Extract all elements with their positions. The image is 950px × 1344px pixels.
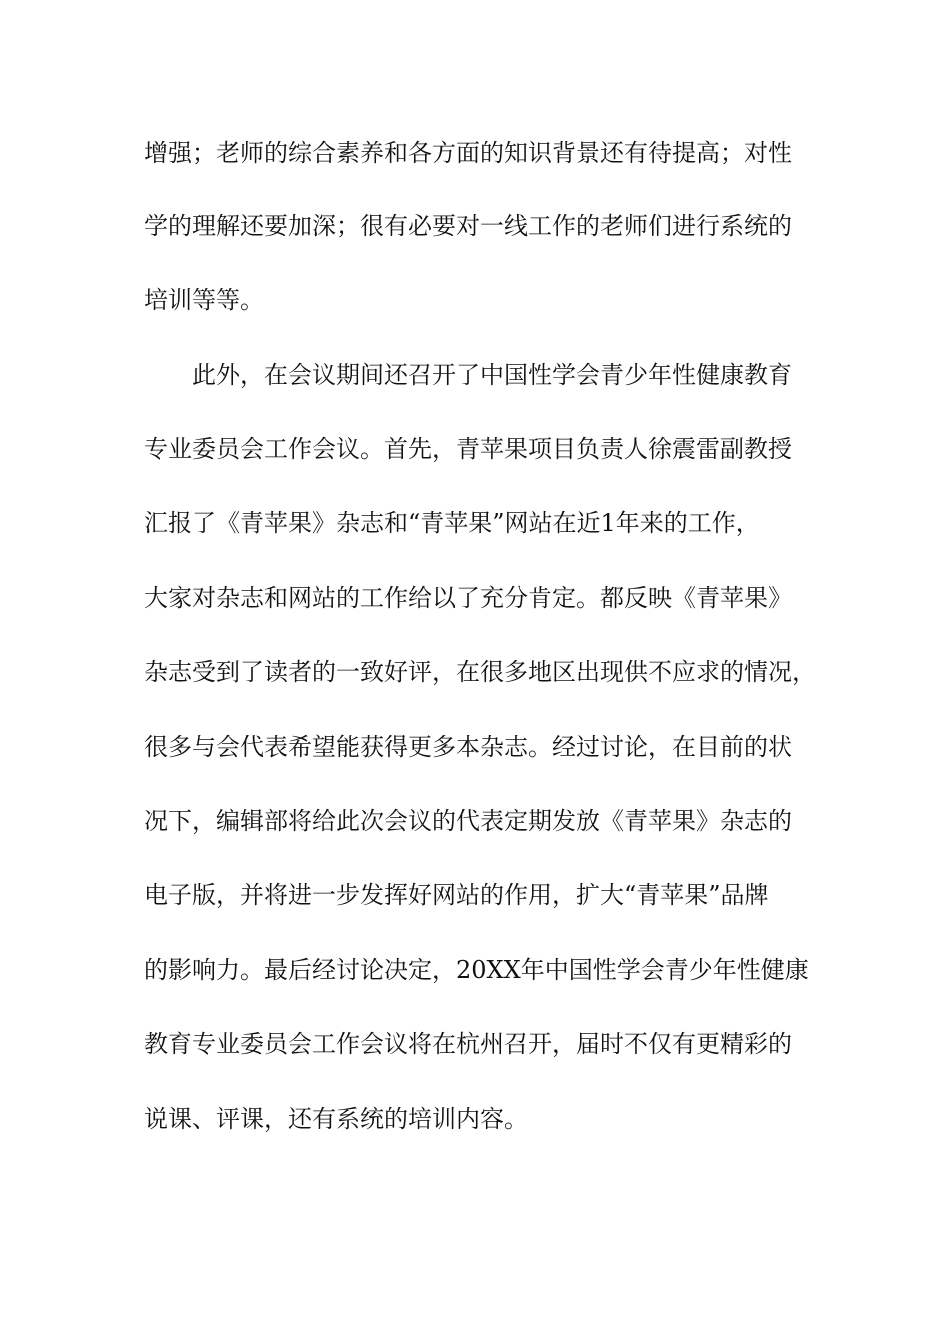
text-line: 增强；老师的综合素养和各方面的知识背景还有待提高；对性 [144, 139, 792, 167]
text-line: 专业委员会工作会议。首先，青苹果项目负责人徐震雷副教授 [144, 435, 792, 463]
text-line: 汇报了《青苹果》杂志和“青苹果”网站在近1年来的工作， [144, 509, 760, 537]
text-line: 很多与会代表希望能获得更多本杂志。经过讨论，在目前的状 [144, 733, 792, 761]
text-line: 大家对杂志和网站的工作给以了充分肯定。都反映《青苹果》 [144, 584, 792, 612]
text-line: 电子版，并将进一步发挥好网站的作用，扩大“青苹果”品牌 [144, 881, 769, 909]
text-line: 说课、评课，还有系统的培训内容。 [144, 1105, 528, 1133]
text-line: 况下，编辑部将给此次会议的代表定期发放《青苹果》杂志的 [144, 807, 792, 835]
text-line: 学的理解还要加深；很有必要对一线工作的老师们进行系统的 [144, 212, 792, 240]
text-line: 的影响力。最后经讨论决定，20XX年中国性学会青少年性健康 [144, 956, 809, 984]
text-line: 此外，在会议期间还召开了中国性学会青少年性健康教育 [144, 361, 792, 389]
text-line: 教育专业委员会工作会议将在杭州召开，届时不仅有更精彩的 [144, 1030, 792, 1058]
text-line: 培训等等。 [144, 286, 264, 314]
text-line: 杂志受到了读者的一致好评，在很多地区出现供不应求的情况， [144, 658, 816, 686]
